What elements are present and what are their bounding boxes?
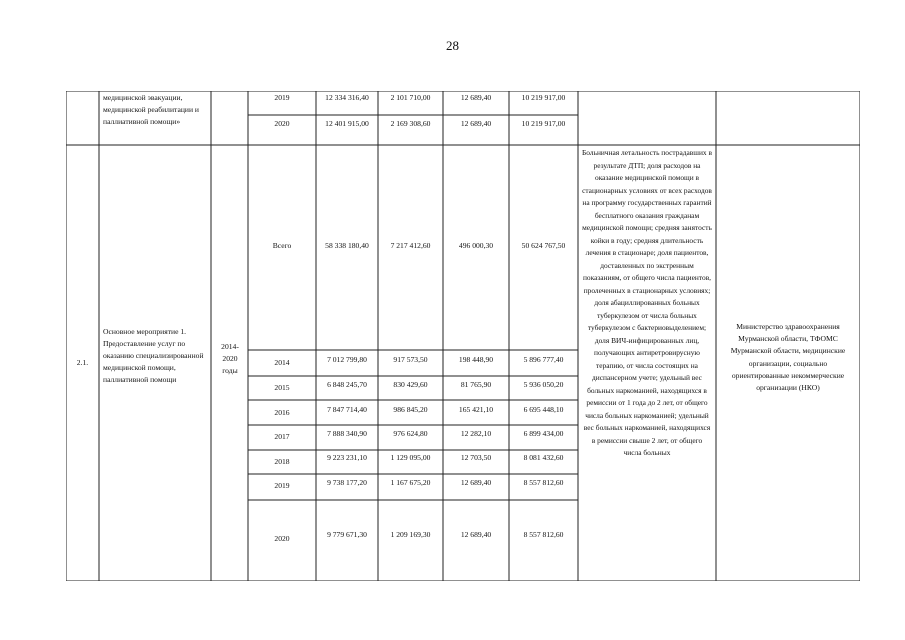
total-row-col4: 50 624 767,50 <box>521 241 566 250</box>
table-row-year: 2014 <box>274 358 290 367</box>
table-row-col2: 830 429,60 <box>393 380 428 389</box>
table-row-col2: 976 624,80 <box>393 429 428 438</box>
item-period: 2014-2020 годы <box>221 342 239 375</box>
total-row-label: Всего <box>272 241 292 250</box>
total-row-col2: 7 217 412,60 <box>390 241 431 250</box>
table-row-col3: 12 282,10 <box>460 429 492 438</box>
total-row-col3: 496 000,30 <box>458 241 494 250</box>
table-row-col4: 8 557 812,60 <box>523 478 564 487</box>
table-row-col2: 1 209 169,30 <box>390 530 431 539</box>
table-row-year: 2015 <box>274 383 290 392</box>
table-row-col4: 5 936 050,20 <box>523 380 564 389</box>
program-table <box>66 91 860 581</box>
table-row-col3: 12 703,50 <box>460 453 492 462</box>
indicators-text: Больничная летальность пострадавших в результате ДТП; доля расходов на оказание медицинской помощи в стационарных условиях от всех расходов на программу государственных гарантий бесплатного оказания гражданам медицинской помощи; средняя занятость койки в году; средняя длительность лечения в стационаре; доля пациентов, доставленных по экстренным показаниям, от общего числа пациентов, пролеченных в стационарных условиях; доля абациллированных больных туберкулезом от числа больных туберкулезом с бактериовыделением; доля ВИЧ-инфицированных лиц, получающих антиретровирусную терапию, от числа состоящих на диспансерном учете; удельный вес больных наркоманией, находящихся в ремиссии от 1 года до 2 лет, от общего числа больных наркоманией; удельный вес больных наркоманией, находящихся в ремиссии свыше 2 лет, от общего числа больных <box>582 148 712 457</box>
table-row-col3: 198 448,90 <box>458 355 494 364</box>
table-row-total: 7 012 799,80 <box>327 355 367 364</box>
table-row-total: 9 779 671,30 <box>327 530 367 539</box>
table-row-total: 6 848 245,70 <box>327 380 367 389</box>
row-2019-col2: 2 101 710,00 <box>390 93 431 102</box>
row-2020-col4: 10 219 917,00 <box>521 119 566 128</box>
executors-text: Министерство здравоохранения Мурманской области, ТФОМС Мурманской области, медицинские организации, социально ориентированные некоммерческие организации (НКО) <box>730 322 846 393</box>
table-row-col2: 986 845,20 <box>393 405 428 414</box>
item-name: Основное мероприятие 1. Предоставление услуг по оказанию специализированной медицинской помощи, паллиативной помощи <box>103 327 204 384</box>
table-row-total: 9 223 231,10 <box>327 453 367 462</box>
table-row-col4: 8 557 812,60 <box>523 530 564 539</box>
table-row-year: 2017 <box>274 432 290 441</box>
table-row-col4: 8 081 432,60 <box>523 453 564 462</box>
table-row-col3: 165 421,10 <box>458 405 494 414</box>
table-row-col2: 1 167 675,20 <box>390 478 431 487</box>
row-2019-col4: 10 219 917,00 <box>521 93 566 102</box>
row-2020-year: 2020 <box>274 119 290 128</box>
table-row-col3: 81 765,90 <box>460 380 492 389</box>
table-row-col4: 6 695 448,10 <box>523 405 564 414</box>
table-row-col4: 5 896 777,40 <box>523 355 564 364</box>
table-row-year: 2018 <box>274 457 290 466</box>
item-number: 2.1. <box>76 358 89 367</box>
table-row-total: 7 847 714,40 <box>327 405 367 414</box>
row-2019-total: 12 334 316,40 <box>325 93 369 102</box>
table-row-year: 2016 <box>274 408 290 417</box>
table-row-col2: 1 129 095,00 <box>390 453 431 462</box>
table-row-col4: 6 899 434,00 <box>523 429 564 438</box>
row-2019-year: 2019 <box>274 93 290 102</box>
row-2019-col3: 12 689,40 <box>460 93 492 102</box>
table-row-col3: 12 689,40 <box>460 530 492 539</box>
table-row-total: 9 738 177,20 <box>327 478 367 487</box>
total-row-total: 58 338 180,40 <box>325 241 369 250</box>
measure-name-continuation: медицинской эвакуации, медицинской реабилитации и паллиативной помощи» <box>103 93 199 126</box>
row-2020-col3: 12 689,40 <box>460 119 492 128</box>
table-row-col2: 917 573,50 <box>393 355 428 364</box>
table-row-year: 2020 <box>274 534 290 543</box>
page-number: 28 <box>446 38 459 53</box>
table-row-year: 2019 <box>274 481 290 490</box>
row-2020-total: 12 401 915,00 <box>325 119 369 128</box>
row-2020-col2: 2 169 308,60 <box>390 119 431 128</box>
table-row-col3: 12 689,40 <box>460 478 492 487</box>
table-row-total: 7 888 340,90 <box>327 429 367 438</box>
